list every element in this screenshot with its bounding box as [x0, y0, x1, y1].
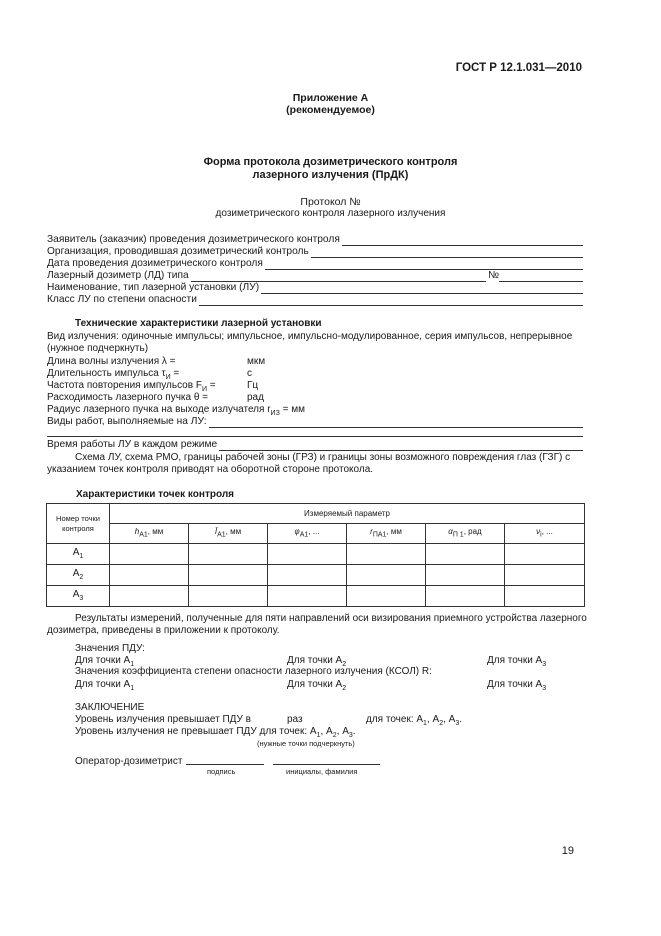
- pdu-title: Значения ПДУ:: [75, 643, 145, 654]
- subheader-r: $r_{ПА1}$, мм: [347, 524, 426, 544]
- subheader-alpha: $\alpha_{П 1}$, рад: [426, 524, 505, 544]
- form-title-line1: Форма протокола дозиметрического контроля: [203, 156, 458, 168]
- signature-line[interactable]: [186, 764, 264, 765]
- table-cell[interactable]: [505, 544, 585, 565]
- table-cell[interactable]: [268, 586, 347, 607]
- scheme-line1: Схема ЛУ, схема РМО, границы рабочей зоны (ГРЗ) и границы зоны возможного повреждения глаз (ГЗГ) с: [75, 452, 571, 463]
- table-row: [47, 586, 585, 607]
- fill-line[interactable]: [209, 417, 583, 428]
- table-cell[interactable]: [110, 586, 189, 607]
- param-wavelength-label: Длина волны излучения λ =: [47, 356, 176, 367]
- table-cell[interactable]: [110, 544, 189, 565]
- table-cell[interactable]: [347, 586, 426, 607]
- table-cell[interactable]: [426, 544, 505, 565]
- table-cell[interactable]: [347, 544, 426, 565]
- param-pulse-duration-unit: с: [247, 368, 252, 379]
- field-works: [47, 415, 583, 428]
- table-cell[interactable]: [189, 544, 268, 565]
- page-number: 19: [561, 845, 574, 857]
- subheader-nu: $\nu_i$, ...: [505, 524, 585, 544]
- protocol-number: Протокол №: [300, 196, 361, 208]
- dosimeter-number-label: №: [488, 269, 499, 281]
- radiation-type-line1: Вид излучения: одиночные импульсы; импульсное, импульсно-модулированное, серия импульсов, непрерывное: [47, 331, 573, 342]
- col-point-header: Номер точки контроля: [47, 504, 110, 544]
- table-cell[interactable]: [505, 586, 585, 607]
- conclusion-not-exceeds: Уровень излучения не превышает ПДУ для точек: $А_1$, $А_2$, $А_3$.: [75, 726, 356, 739]
- ksol-title: Значения коэффициента степени опасности лазерного излучения (КСОЛ) R:: [75, 666, 432, 677]
- pdu-point-3: Для точки $A_3$: [487, 655, 547, 668]
- table-cell[interactable]: [426, 586, 505, 607]
- fill-line[interactable]: [219, 440, 583, 451]
- table-cell[interactable]: [505, 565, 585, 586]
- appendix-subtitle: (рекомендуемое): [286, 104, 375, 116]
- pdu-point-1: Для точки $A_1$: [75, 655, 135, 668]
- field-label: Класс ЛУ по степени опасности: [47, 293, 197, 305]
- conclusion-exceeds: Уровень излучения превышает ПДУ в: [75, 714, 251, 725]
- pdu-point-2: Для точки $A_2$: [287, 655, 347, 668]
- conclusion-note: (нужные точки подчеркнуть): [257, 739, 355, 748]
- conclusion-times: раз: [287, 714, 303, 725]
- conclusion-title: ЗАКЛЮЧЕНИЕ: [75, 702, 145, 713]
- field-label: Заявитель (заказчик) проведения дозиметрического контроля: [47, 233, 340, 245]
- table-cell[interactable]: [347, 565, 426, 586]
- field-label: Дата проведения дозиметрического контроля: [47, 257, 263, 269]
- operator-label: Оператор-дозиметрист: [75, 756, 183, 767]
- field-label: Лазерный дозиметр (ЛД) типа: [47, 269, 189, 281]
- param-frequency: Частота повторения импульсов $F_И$ =: [47, 380, 216, 393]
- param-frequency-unit: Гц: [247, 380, 259, 391]
- col-measured-header: Измеряемый параметр: [110, 504, 585, 524]
- name-line[interactable]: [273, 764, 380, 765]
- point-label: $A_2$: [47, 565, 110, 586]
- table-cell[interactable]: [189, 565, 268, 586]
- conclusion-exceeds-points: для точек: $А_1$, $А_2$, $А_3$.: [366, 714, 463, 727]
- initials-caption: инициалы, фамилия: [286, 767, 358, 776]
- param-wavelength-unit: мкм: [247, 356, 266, 367]
- point-label: $A_1$: [47, 544, 110, 565]
- param-radius: Радиус лазерного пучка на выходе излучателя $r_{ИЗ}$ = мм: [47, 404, 305, 417]
- param-divergence-label: Расходимость лазерного пучка θ =: [47, 392, 209, 403]
- subheader-i: $Ī_{A1}$, мм: [189, 524, 268, 544]
- table-row: [47, 544, 585, 565]
- subheader-h: $h_{A1}$, мм: [110, 524, 189, 544]
- field-label: Время работы ЛУ в каждом режиме: [47, 438, 218, 450]
- table-cell[interactable]: [426, 565, 505, 586]
- field-label: Организация, проводившая дозиметрический контроль: [47, 245, 309, 257]
- ksol-point-1: Для точки $A_1$: [75, 679, 135, 692]
- results-line1: Результаты измерений, полученные для пяти направлений оси визирования приемного устройства лазерного: [75, 613, 587, 624]
- field-label: Наименование, тип лазерной установки (ЛУ): [47, 281, 260, 293]
- points-title: Характеристики точек контроля: [76, 489, 235, 500]
- fill-line[interactable]: [199, 295, 583, 306]
- protocol-subtitle: дозиметрического контроля лазерного излучения: [215, 208, 446, 219]
- subheader-phi: $\varphi_{A1}$, ...: [268, 524, 347, 544]
- signature-caption: подпись: [207, 767, 236, 776]
- table-row: [47, 565, 585, 586]
- standard-code: ГОСТ Р 12.1.031—2010: [455, 62, 582, 74]
- param-divergence-unit: рад: [247, 392, 264, 403]
- table-cell[interactable]: [189, 586, 268, 607]
- param-pulse-duration: Длительность импульса $\tau_И$ =: [47, 368, 180, 381]
- table-cell[interactable]: [110, 565, 189, 586]
- point-label: $A_3$: [47, 586, 110, 607]
- table-cell[interactable]: [268, 544, 347, 565]
- ksol-point-2: Для точки $A_2$: [287, 679, 347, 692]
- field-work-time: [47, 438, 583, 451]
- radiation-type-line2: (нужное подчеркнуть): [47, 343, 149, 354]
- tech-title: Технические характеристики лазерной установки: [75, 318, 322, 329]
- table-cell[interactable]: [268, 565, 347, 586]
- scheme-line2: указанием точек контроля приводят на оборотной стороне протокола.: [47, 464, 374, 475]
- form-title-line2: лазерного излучения (ПрДК): [252, 169, 409, 181]
- fill-line[interactable]: [47, 436, 583, 437]
- field-label: Виды работ, выполняемые на ЛУ:: [47, 415, 207, 427]
- field-laser-class: [47, 293, 583, 306]
- results-line2: дозиметра, приведены в приложении к протоколу.: [47, 625, 280, 636]
- appendix-title: Приложение А: [292, 92, 369, 104]
- ksol-point-3: Для точки $A_3$: [487, 679, 547, 692]
- control-points-table: [46, 503, 585, 607]
